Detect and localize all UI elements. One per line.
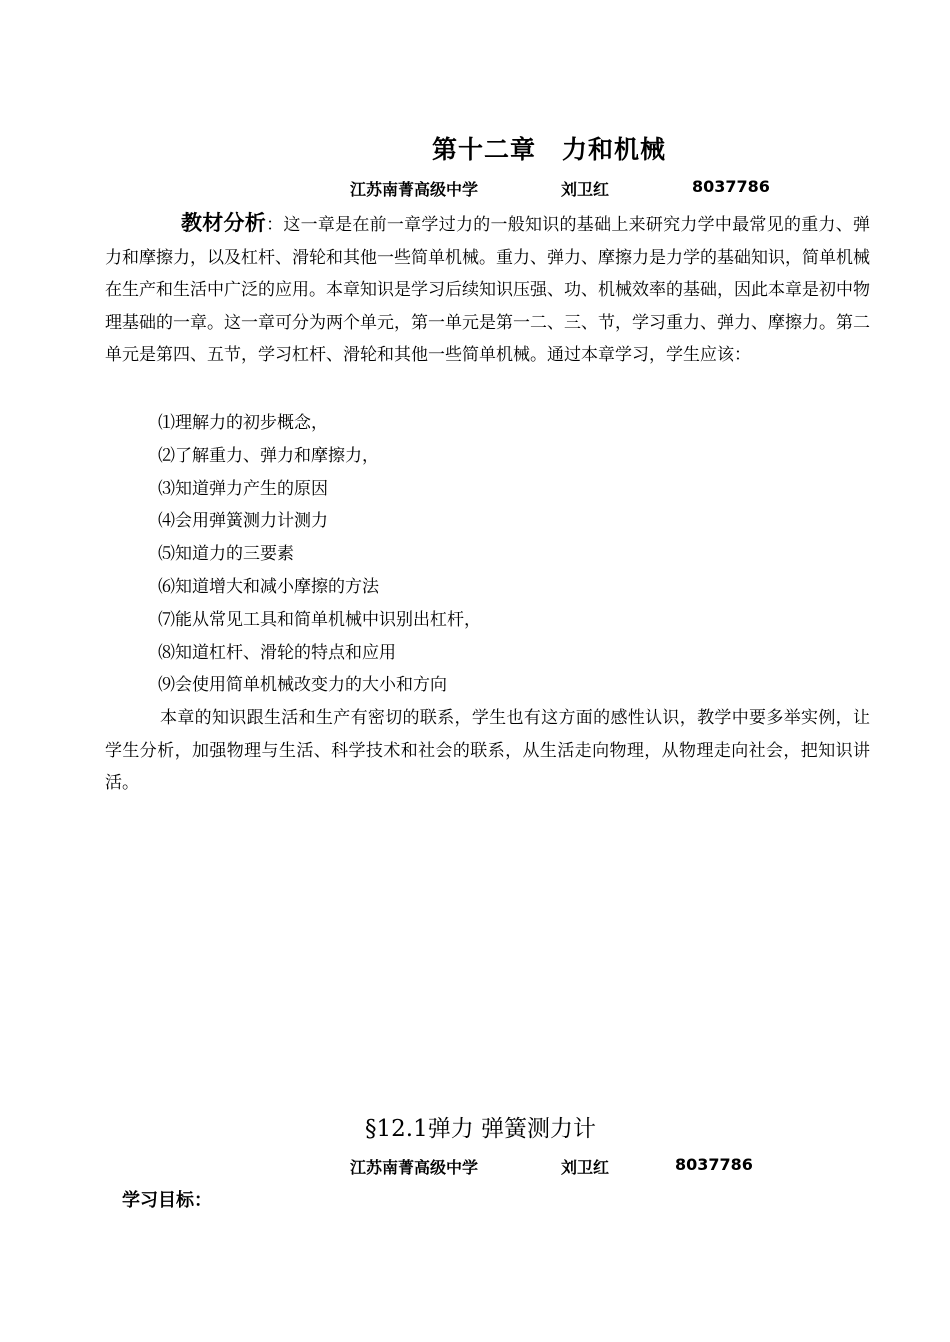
analysis-colon: ： (266, 215, 284, 235)
author-name: 刘卫红 (561, 180, 610, 199)
section-title: §12.1弹力 弹簧测力计 (365, 1116, 597, 1142)
objectives-list (158, 407, 481, 702)
objective-item: ⑹知道增大和减小摩擦的方法 (158, 576, 379, 597)
closing-paragraph: 本章的知识跟生活和生产有密切的联系，学生也有这方面的感性认识，教学中要多举实例，让学生分析，加强物理与生活、科学技术和社会的联系，从生活走向物理，从物理走向社会，把知识讲活。 (105, 708, 870, 793)
objective-item: ⑺能从常见工具和简单机械中识别出杠杆， (158, 609, 481, 630)
objective-item: ⑴理解力的初步概念， (158, 413, 328, 433)
chapter-title: 第十二章 力和机械 (432, 135, 667, 164)
objective-item: ⑷会用弹簧测力计测力 (158, 511, 328, 532)
objective-item: ⑵了解重力、弹力和摩擦力， (158, 445, 379, 466)
objective-item: ⑼会使用简单机械改变力的大小和方向 (158, 675, 447, 696)
school-name: 江苏南菁高级中学 (350, 1158, 479, 1177)
textbook-analysis-paragraph (105, 207, 870, 372)
learning-goals-label: 学习目标： (122, 1190, 212, 1211)
objective-item: ⑶知道弹力产生的原因 (158, 478, 328, 499)
objective-item: ⑸知道力的三要素 (158, 544, 294, 565)
objective-item: ⑻知道杠杆、滑轮的特点和应用 (158, 642, 396, 663)
phone-number: 8037786 (675, 1155, 753, 1174)
analysis-text: 这一章是在前一章学过力的一般知识的基础上来研究力学中最常见的重力、弹力和摩擦力，以及杠杆、滑轮和其他一些简单机械。重力、弹力、摩擦力是力学的基础知识，简单机械在生产和生活中广泛的应用。本章知识是学习后续知识压强、功、机械效率的基础，因此本章是初中物理基础的一章。这一章可分为两个单元，第一单元是第一二、三、节，学习重力、弹力、摩擦力。第二单元是第四、五节，学习杠杆、滑轮和其他一些简单机械。通过本章学习，学生应该： (105, 215, 871, 365)
author-name: 刘卫红 (561, 1158, 610, 1177)
school-name: 江苏南菁高级中学 (350, 180, 479, 199)
analysis-heading: 教材分析 (181, 211, 267, 235)
phone-number: 8037786 (692, 177, 770, 196)
